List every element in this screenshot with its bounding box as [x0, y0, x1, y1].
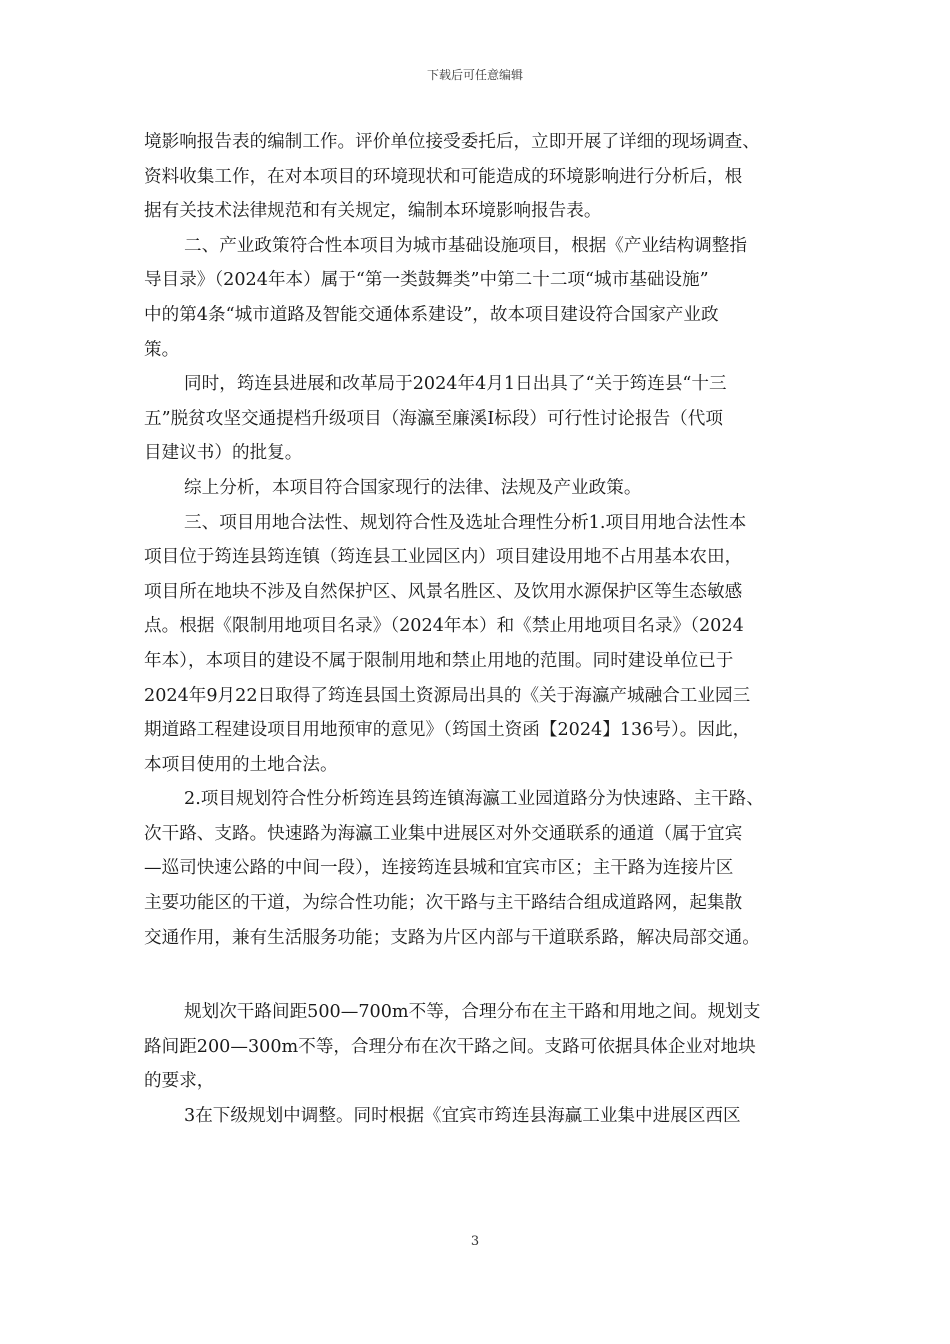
paragraph-start: 规划次干路间距500—700m不等，合理分布在主干路和用地之间。规划支	[184, 1002, 761, 1023]
paragraph-start: 二、产业政策符合性本项目为城市基础设施项目，根据《产业结构调整指	[184, 235, 748, 256]
text-line: 交通作用，兼有生活服务功能；支路为片区内部与干道联系路，解决局部交通。	[144, 927, 760, 948]
text-line: 导目录》（2024年本）属于“第一类鼓舞类”中第二十二项“城市基础设施”	[144, 270, 709, 291]
text-line: 主要功能区的干道，为综合性功能；次干路与主干路结合组成道路网，起集散	[144, 893, 743, 914]
text-line: 策。	[144, 339, 180, 360]
text-line: 点。根据《限制用地项目名录》（2024年本）和《禁止用地项目名录》（2024	[144, 616, 744, 637]
paragraph-gap	[144, 955, 824, 995]
paragraph-start: 综上分析，本项目符合国家现行的法律、法规及产业政策。	[184, 477, 642, 498]
text-line: 年本），本项目的建设不属于限制用地和禁止用地的范围。同时建设单位已于	[144, 650, 734, 671]
text-line: 次干路、支路。快速路为海瀛工业集中进展区对外交通联系的通道（属于宜宾	[144, 823, 743, 844]
text-line: 境影响报告表的编制工作。评价单位接受委托后，立即开展了详细的现场调查、	[144, 132, 760, 152]
text-line: —巡司快速公路的中间一段），连接筠连县城和宜宾市区；主干路为连接片区	[144, 858, 734, 879]
text-line: 中的第4条“城市道路及智能交通体系建设”，故本项目建设符合国家产业政	[144, 304, 719, 325]
text-line: 据有关技术法律规范和有关规定，编制本环境影响报告表。	[144, 201, 602, 222]
text-line: 2024年9月22日取得了筠连县国土资源局出具的《关于海瀛产城融合工业园三	[144, 685, 751, 706]
text-line: 项目所在地块不涉及自然保护区、风景名胜区、及饮用水源保护区等生态敏感	[144, 581, 743, 602]
paragraph-start: 三、项目用地合法性、规划符合性及选址合理性分析1.项目用地合法性本	[184, 512, 747, 533]
text-line: 期道路工程建设项目用地预审的意见》（筠国土资函【2024】136号）。因此，	[144, 720, 751, 741]
page-header: 下载后可任意编辑	[426, 68, 523, 82]
page-number: 3	[470, 1234, 480, 1249]
text-line: 项目位于筠连县筠连镇（筠连县工业园区内）项目建设用地不占用基本农田，	[144, 547, 743, 568]
paragraph-start: 3在下级规划中调整。同时根据《宜宾市筠连县海赢工业集中进展区西区	[184, 1106, 741, 1127]
document-body	[144, 125, 824, 1134]
text-line: 五”脱贫攻坚交通提档升级项目（海瀛至廉溪Ⅰ标段）可行性讨论报告（代项	[144, 408, 723, 429]
text-line: 目建议书）的批复。	[144, 443, 303, 464]
text-line: 路间距200—300m不等，合理分布在次干路之间。支路可依据具体企业对地块	[144, 1036, 756, 1057]
text-line: 本项目使用的土地合法。	[144, 754, 338, 775]
text-line: 资料收集工作，在对本项目的环境现状和可能造成的环境影响进行分析后，根	[144, 166, 743, 187]
paragraph-start: 2.项目规划符合性分析筠连县筠连镇海瀛工业园道路分为快速路、主干路、	[184, 789, 764, 810]
text-line: 的要求，	[144, 1071, 215, 1092]
paragraph-start: 同时，筠连县进展和改革局于2024年4月1日出具了“关于筠连县“十三	[184, 374, 727, 395]
